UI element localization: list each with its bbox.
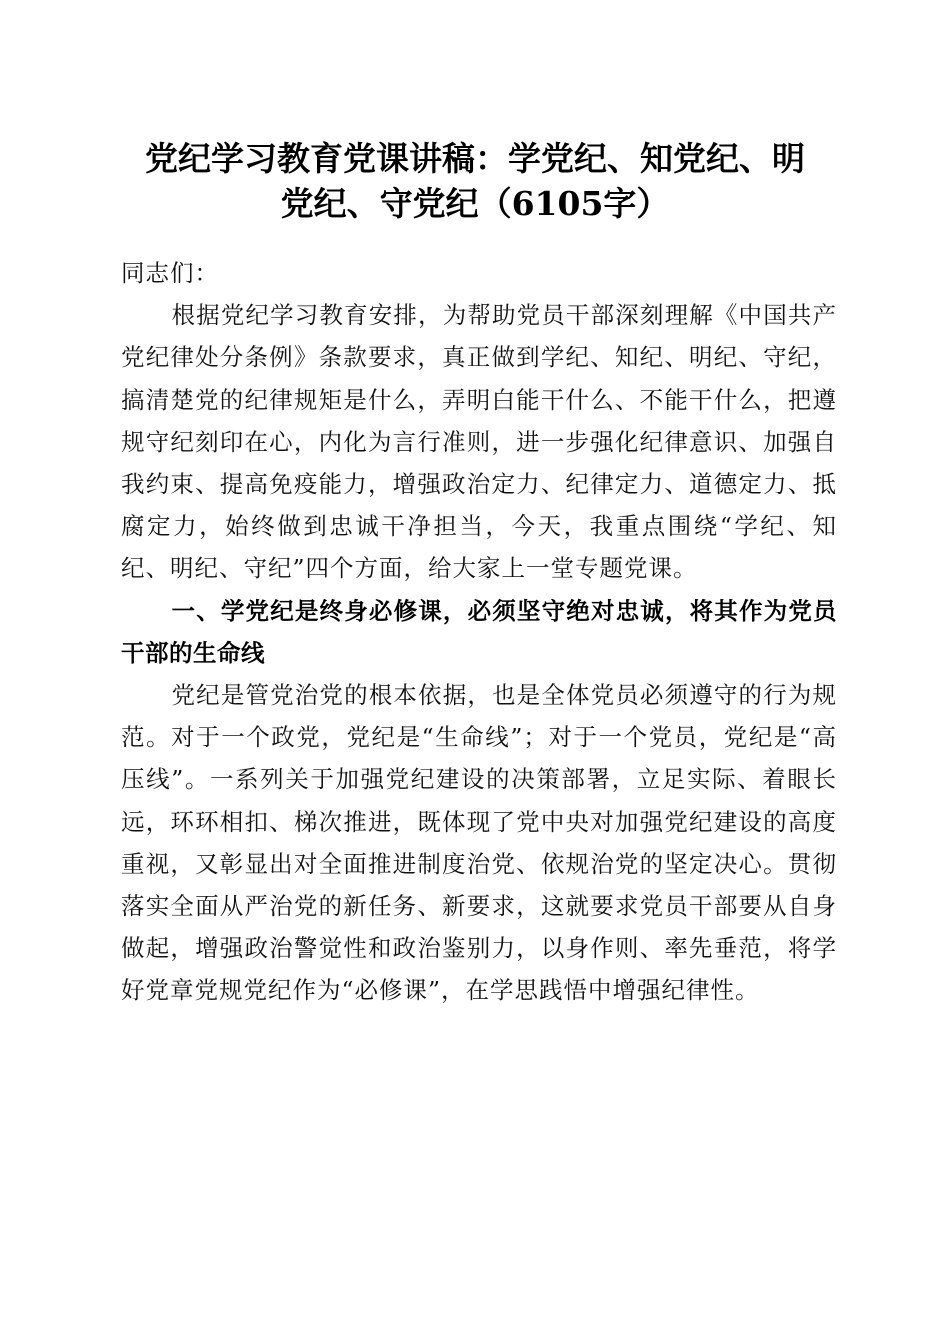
section-heading-1: 一、学党纪是终身必修课，必须坚守绝对忠诚，将其作为党员干部的生命线: [121, 596, 837, 667]
document-body: [121, 252, 837, 1012]
greeting: 同志们：: [121, 259, 219, 287]
title-line-2: 党纪、守党纪（6105字）: [280, 184, 670, 223]
paragraph-section-1: 党纪是管党治党的根本依据，也是全体党员必须遵守的行为规范。对于一个政党，党纪是“生命线”；对于一个党员，党纪是“高压线”。一系列关于加强党纪建设的决策部署，立足实际、着眼长远，环环相扣、梯次推进，既体现了党中央对加强党纪建设的高度重视，又彰显出对全面推进制度治党、依规治党的坚定决心。贯彻落实全面从严治党的新任务、新要求，这就要求党员干部要从自身做起，增强政治警觉性和政治鉴别力，以身作则、率先垂范，将学好党章党规党纪作为“必修课”，在学思践悟中增强纪律性。: [121, 681, 837, 1005]
document-title: [100, 136, 850, 226]
paragraph-intro: 根据党纪学习教育安排，为帮助党员干部深刻理解《中国共产党纪律处分条例》条款要求，真正做到学纪、知纪、明纪、守纪，搞清楚党的纪律规矩是什么，弄明白能干什么、不能干什么，把遵规守纪刻印在心，内化为言行准则，进一步强化纪律意识、加强自我约束、提高免疫能力，增强政治定力、纪律定力、道德定力、抵腐定力，始终做到忠诚干净担当，今天，我重点围绕“学纪、知纪、明纪、守纪”四个方面，给大家上一堂专题党课。: [121, 301, 837, 583]
title-line-1: 党纪学习教育党课讲稿：学党纪、知党纪、明: [145, 139, 805, 178]
